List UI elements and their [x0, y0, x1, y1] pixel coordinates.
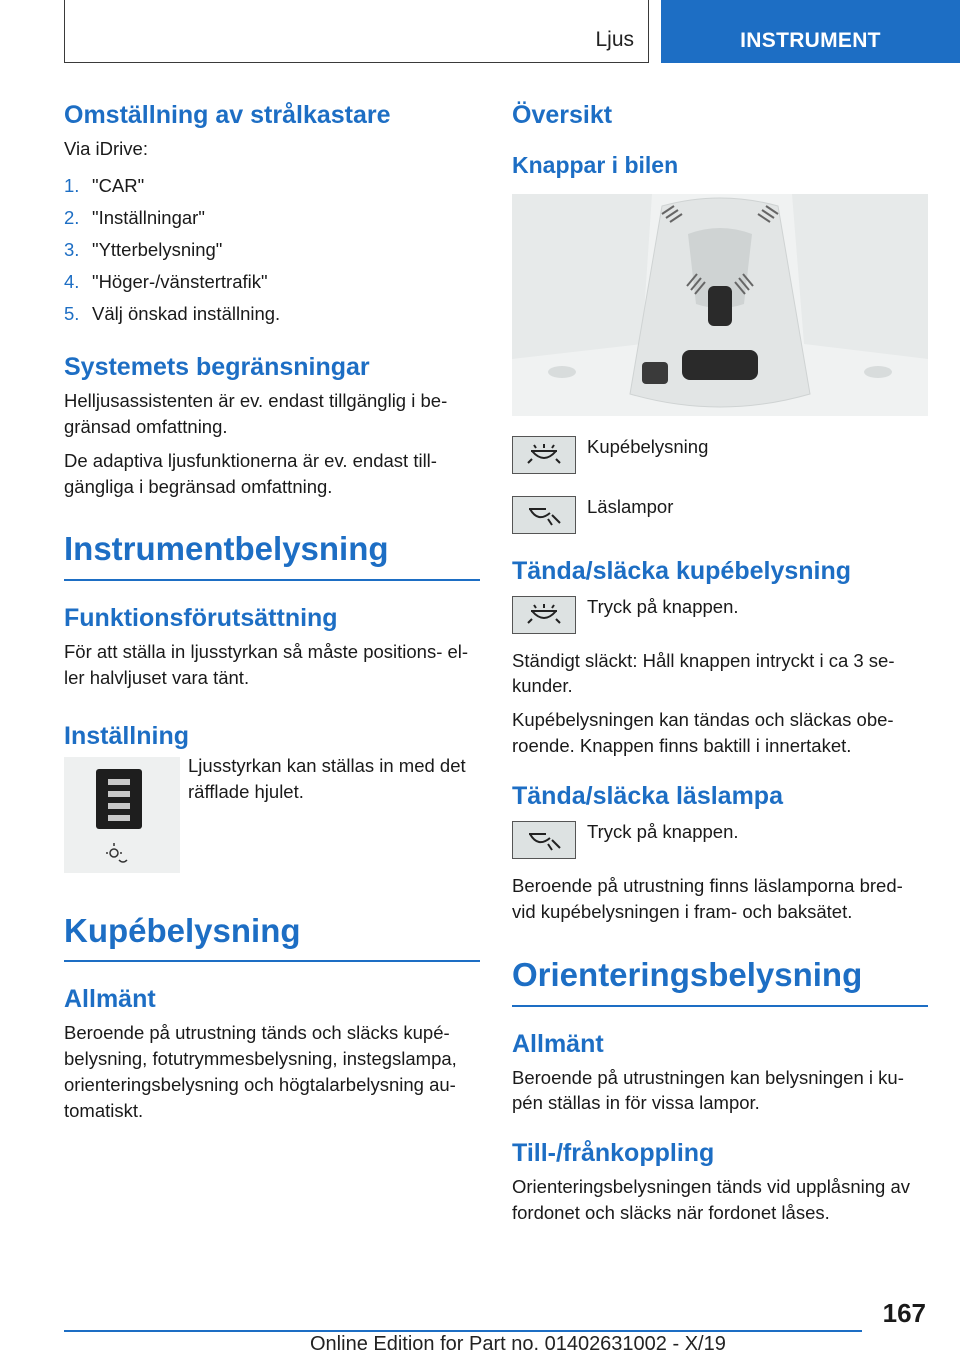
heading-prerequisite: Funktionsförutsättning: [64, 604, 338, 633]
para-prerequisite: För att ställa in ljusstyrkan så måste positions- el- ler halvljuset vara tänt.: [64, 641, 469, 688]
heading-overview: Översikt: [512, 101, 613, 129]
list-item: 4. "Höger-/vänstertrafik": [64, 270, 268, 292]
heading-setting: Inställning: [64, 721, 189, 750]
press-row-1: [512, 596, 928, 634]
para-general: Beroende på utrustning tänds och släcks kupé- belysning, fotutrymmesbelysning, instegslampa, orienteringsbelysning och högtalarbelysning au- tomatiskt.: [64, 1022, 457, 1122]
dome-light-icon[interactable]: [512, 596, 576, 634]
legend-label: Läslampor: [587, 495, 674, 517]
list-item: 3. "Ytterbelysning": [64, 238, 223, 260]
heading-general: Allmänt: [64, 985, 156, 1014]
list-item: 2. "Inställningar": [64, 206, 205, 228]
para-interior-independent: Kupébelysningen kan tändas och släckas obe- roende. Knappen finns baktill i innertaket.: [512, 709, 894, 757]
footer-rule: [64, 1330, 862, 1332]
para-reading-depends: Beroende på utrustning finns läslamporna bred- vid kupébelysningen i fram- och baksätet.: [512, 875, 903, 923]
steps-list: [64, 170, 480, 330]
heading-system-limits: Systemets begränsningar: [64, 352, 370, 381]
setting-row: [64, 754, 480, 873]
header-frame: [64, 0, 649, 63]
edition-footer: Online Edition for Part no. 01402631002 - X/19: [310, 1333, 726, 1355]
para-limits-1: Helljusassistenten är ev. endast tillgänglig i be- gränsad omfattning.: [64, 389, 448, 437]
press-button-text: Tryck på knappen.: [587, 595, 739, 617]
reading-light-icon[interactable]: [512, 821, 576, 859]
intro-idrive: Via iDrive:: [64, 138, 148, 159]
legend-label: Kupébelysning: [587, 435, 709, 457]
heading-instrument-lighting: Instrumentbelysning: [64, 529, 480, 581]
para-limits-2: De adaptiva ljusfunktionerna är ev. endast till- gängliga i begränsad omfattning.: [64, 449, 437, 497]
heading-orientation-lighting: Orienteringsbelysning: [512, 955, 928, 1007]
para-general-right: Beroende på utrustningen kan belysningen i ku- pén ställas in för vissa lampor.: [512, 1066, 904, 1114]
roof-console-photo: [512, 194, 928, 416]
header-chapter-tab[interactable]: INSTRUMENT: [661, 0, 960, 63]
para-setting: Ljusstyrkan kan ställas in med det räfflade hjulet.: [188, 754, 466, 802]
heading-headlight-adjust: Omställning av strålkastare: [64, 101, 391, 129]
reading-light-icon[interactable]: [512, 496, 576, 534]
page-number: 167: [882, 1298, 926, 1328]
para-always-off: Ständigt släckt: Håll knappen intryckt i ca 3 se- kunder.: [512, 649, 895, 697]
heading-toggle-reading: Tända/släcka läslampa: [512, 782, 783, 811]
dome-light-icon[interactable]: [512, 436, 576, 474]
para-on-off: Orienteringsbelysningen tänds vid upplåsning av fordonet och släcks när fordonet låses.: [512, 1176, 911, 1224]
left-column: [64, 100, 480, 1132]
legend-reading-light: [512, 496, 928, 534]
heading-on-off: Till-/frånkoppling: [512, 1139, 715, 1168]
heading-general-right: Allmänt: [512, 1029, 604, 1058]
press-button-text: Tryck på knappen.: [587, 821, 739, 843]
heading-buttons-in-car: Knappar i bilen: [512, 152, 679, 178]
list-item: 1. "CAR": [64, 174, 145, 196]
heading-interior-lighting: Kupébelysning: [64, 911, 480, 963]
legend-dome-light: [512, 436, 928, 474]
press-row-2: [512, 821, 928, 859]
header-section: Ljus: [595, 28, 634, 51]
right-column: [512, 100, 928, 1234]
thumbwheel-image: [64, 757, 180, 873]
list-item: 5. Välj önskad inställning.: [64, 302, 281, 324]
heading-toggle-interior: Tända/släcka kupébelysning: [512, 556, 852, 585]
